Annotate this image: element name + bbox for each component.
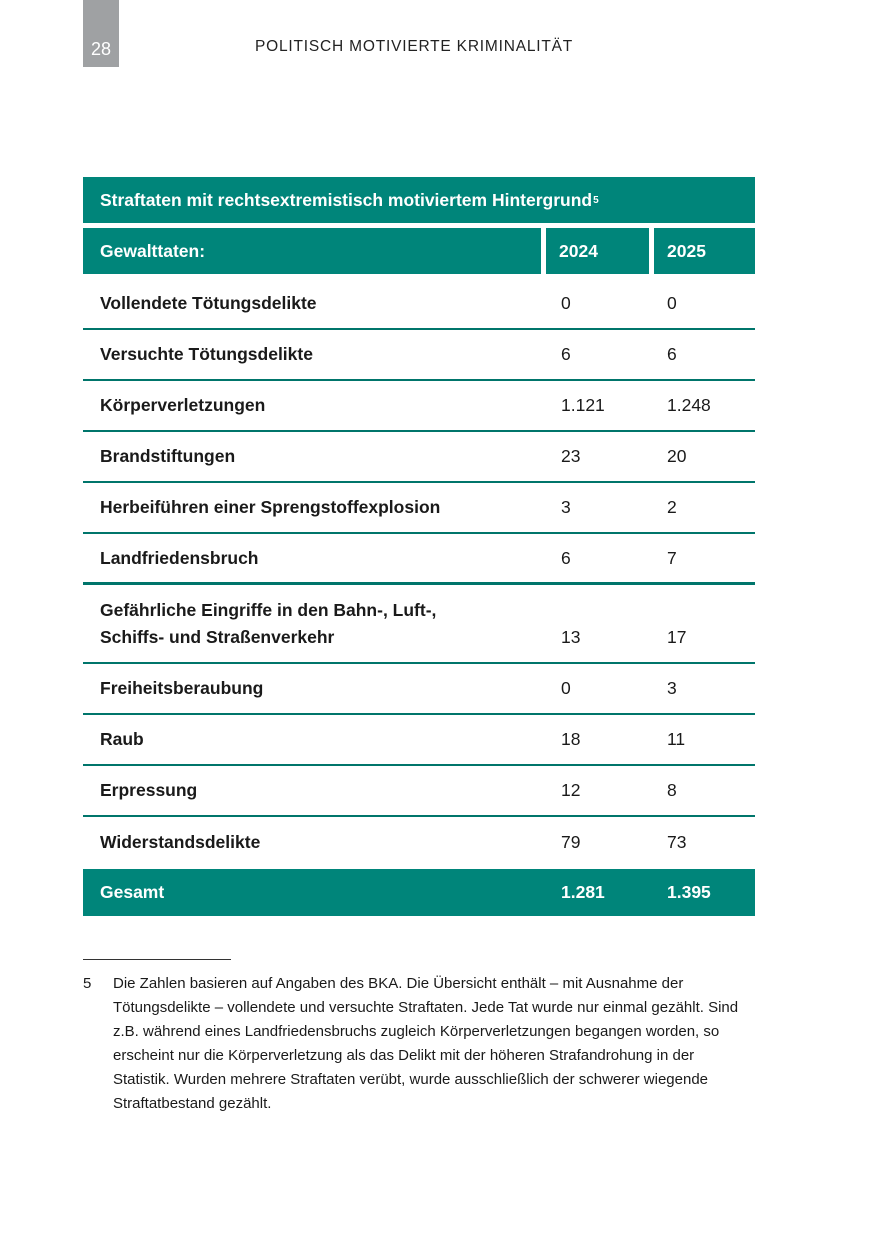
table-total-row bbox=[83, 869, 755, 916]
row-label: Erpressung bbox=[100, 780, 198, 800]
table-row bbox=[83, 585, 755, 664]
table-row bbox=[83, 381, 755, 432]
value-2025: 8 bbox=[667, 780, 677, 800]
value-2024: 79 bbox=[561, 832, 581, 852]
value-2024: 6 bbox=[561, 344, 571, 364]
row-label bbox=[83, 597, 561, 651]
footnote-text: Die Zahlen basieren auf Angaben des BKA. Die Übersicht enthält – mit Ausnahme der Tötungsdelikte – vollendete und versuchte Straftaten. Jede Tat wurde nur einmal gezählt. Sind z.B. während eines Landfriedensbruchs zugleich Körperverletzungen begangen worden, so erscheint nur die Körperverletzung als das Delikt mit der höheren Strafandrohung in der Statistik. Wurden mehrere Straftaten verübt, wurde ausschließlich der schwerer wiegende Straftatbestand gezählt. bbox=[113, 975, 739, 1112]
value-2025: 11 bbox=[667, 729, 686, 749]
row-label: Freiheitsberaubung bbox=[100, 678, 264, 698]
footnote-divider bbox=[83, 959, 231, 960]
value-2024: 0 bbox=[561, 293, 571, 313]
row-label: Widerstandsdelikte bbox=[100, 832, 261, 852]
table-row bbox=[83, 817, 755, 868]
row-label: Körperverletzungen bbox=[100, 395, 266, 415]
table-row bbox=[83, 715, 755, 766]
table-caption-text: Straftaten mit rechtsextremistisch motiviertem Hintergrund bbox=[100, 189, 593, 210]
table-header-row bbox=[83, 228, 755, 274]
value-2025: 3 bbox=[667, 678, 677, 698]
value-2024: 18 bbox=[561, 729, 581, 749]
value-2025: 73 bbox=[667, 832, 687, 852]
row-label-line: Gefährliche Eingriffe in den Bahn-, Luft-, bbox=[100, 600, 437, 620]
value-2025: 6 bbox=[667, 344, 677, 364]
total-label: Gesamt bbox=[100, 882, 165, 902]
value-2024: 0 bbox=[561, 678, 571, 698]
row-label-line: Schiffs- und Straßenverkehr bbox=[100, 627, 335, 647]
value-2024: 1.121 bbox=[561, 395, 605, 415]
value-2025: 17 bbox=[667, 627, 687, 647]
table-row bbox=[83, 279, 755, 330]
table-row bbox=[83, 534, 755, 585]
value-2025: 2 bbox=[667, 497, 677, 517]
table-row bbox=[83, 664, 755, 715]
row-label: Raub bbox=[100, 729, 144, 749]
table-row bbox=[83, 483, 755, 534]
value-2024: 3 bbox=[561, 497, 571, 517]
table-caption bbox=[83, 177, 755, 223]
footnote-reference: 5 bbox=[593, 194, 599, 206]
total-2025: 1.395 bbox=[667, 882, 711, 902]
table-row bbox=[83, 766, 755, 817]
value-2025: 7 bbox=[667, 547, 677, 568]
crime-statistics-table bbox=[83, 177, 755, 916]
row-label: Landfriedensbruch bbox=[100, 547, 259, 568]
value-2025: 0 bbox=[667, 293, 677, 313]
footnote bbox=[83, 972, 748, 1116]
row-label: Vollendete Tötungsdelikte bbox=[100, 293, 317, 313]
total-2024: 1.281 bbox=[561, 882, 605, 902]
running-title: POLITISCH MOTIVIERTE KRIMINALITÄT bbox=[255, 38, 574, 55]
row-label: Versuchte Tötungsdelikte bbox=[100, 344, 313, 364]
table-row bbox=[83, 432, 755, 483]
table-row bbox=[83, 330, 755, 381]
value-2024: 13 bbox=[561, 627, 581, 647]
table-body bbox=[83, 279, 755, 916]
row-label: Herbeiführen einer Sprengstoffexplosion bbox=[100, 497, 441, 517]
footnote-number: 5 bbox=[83, 975, 92, 992]
value-2025: 20 bbox=[667, 446, 687, 466]
value-2025: 1.248 bbox=[667, 395, 711, 415]
column-header-category: Gewalttaten: bbox=[83, 228, 541, 274]
value-2024: 6 bbox=[561, 547, 571, 568]
column-header-2025: 2025 bbox=[654, 228, 755, 274]
page-number: 28 bbox=[83, 0, 119, 67]
column-header-2024: 2024 bbox=[546, 228, 649, 274]
value-2024: 23 bbox=[561, 446, 581, 466]
row-label: Brandstiftungen bbox=[100, 446, 236, 466]
value-2024: 12 bbox=[561, 780, 581, 800]
